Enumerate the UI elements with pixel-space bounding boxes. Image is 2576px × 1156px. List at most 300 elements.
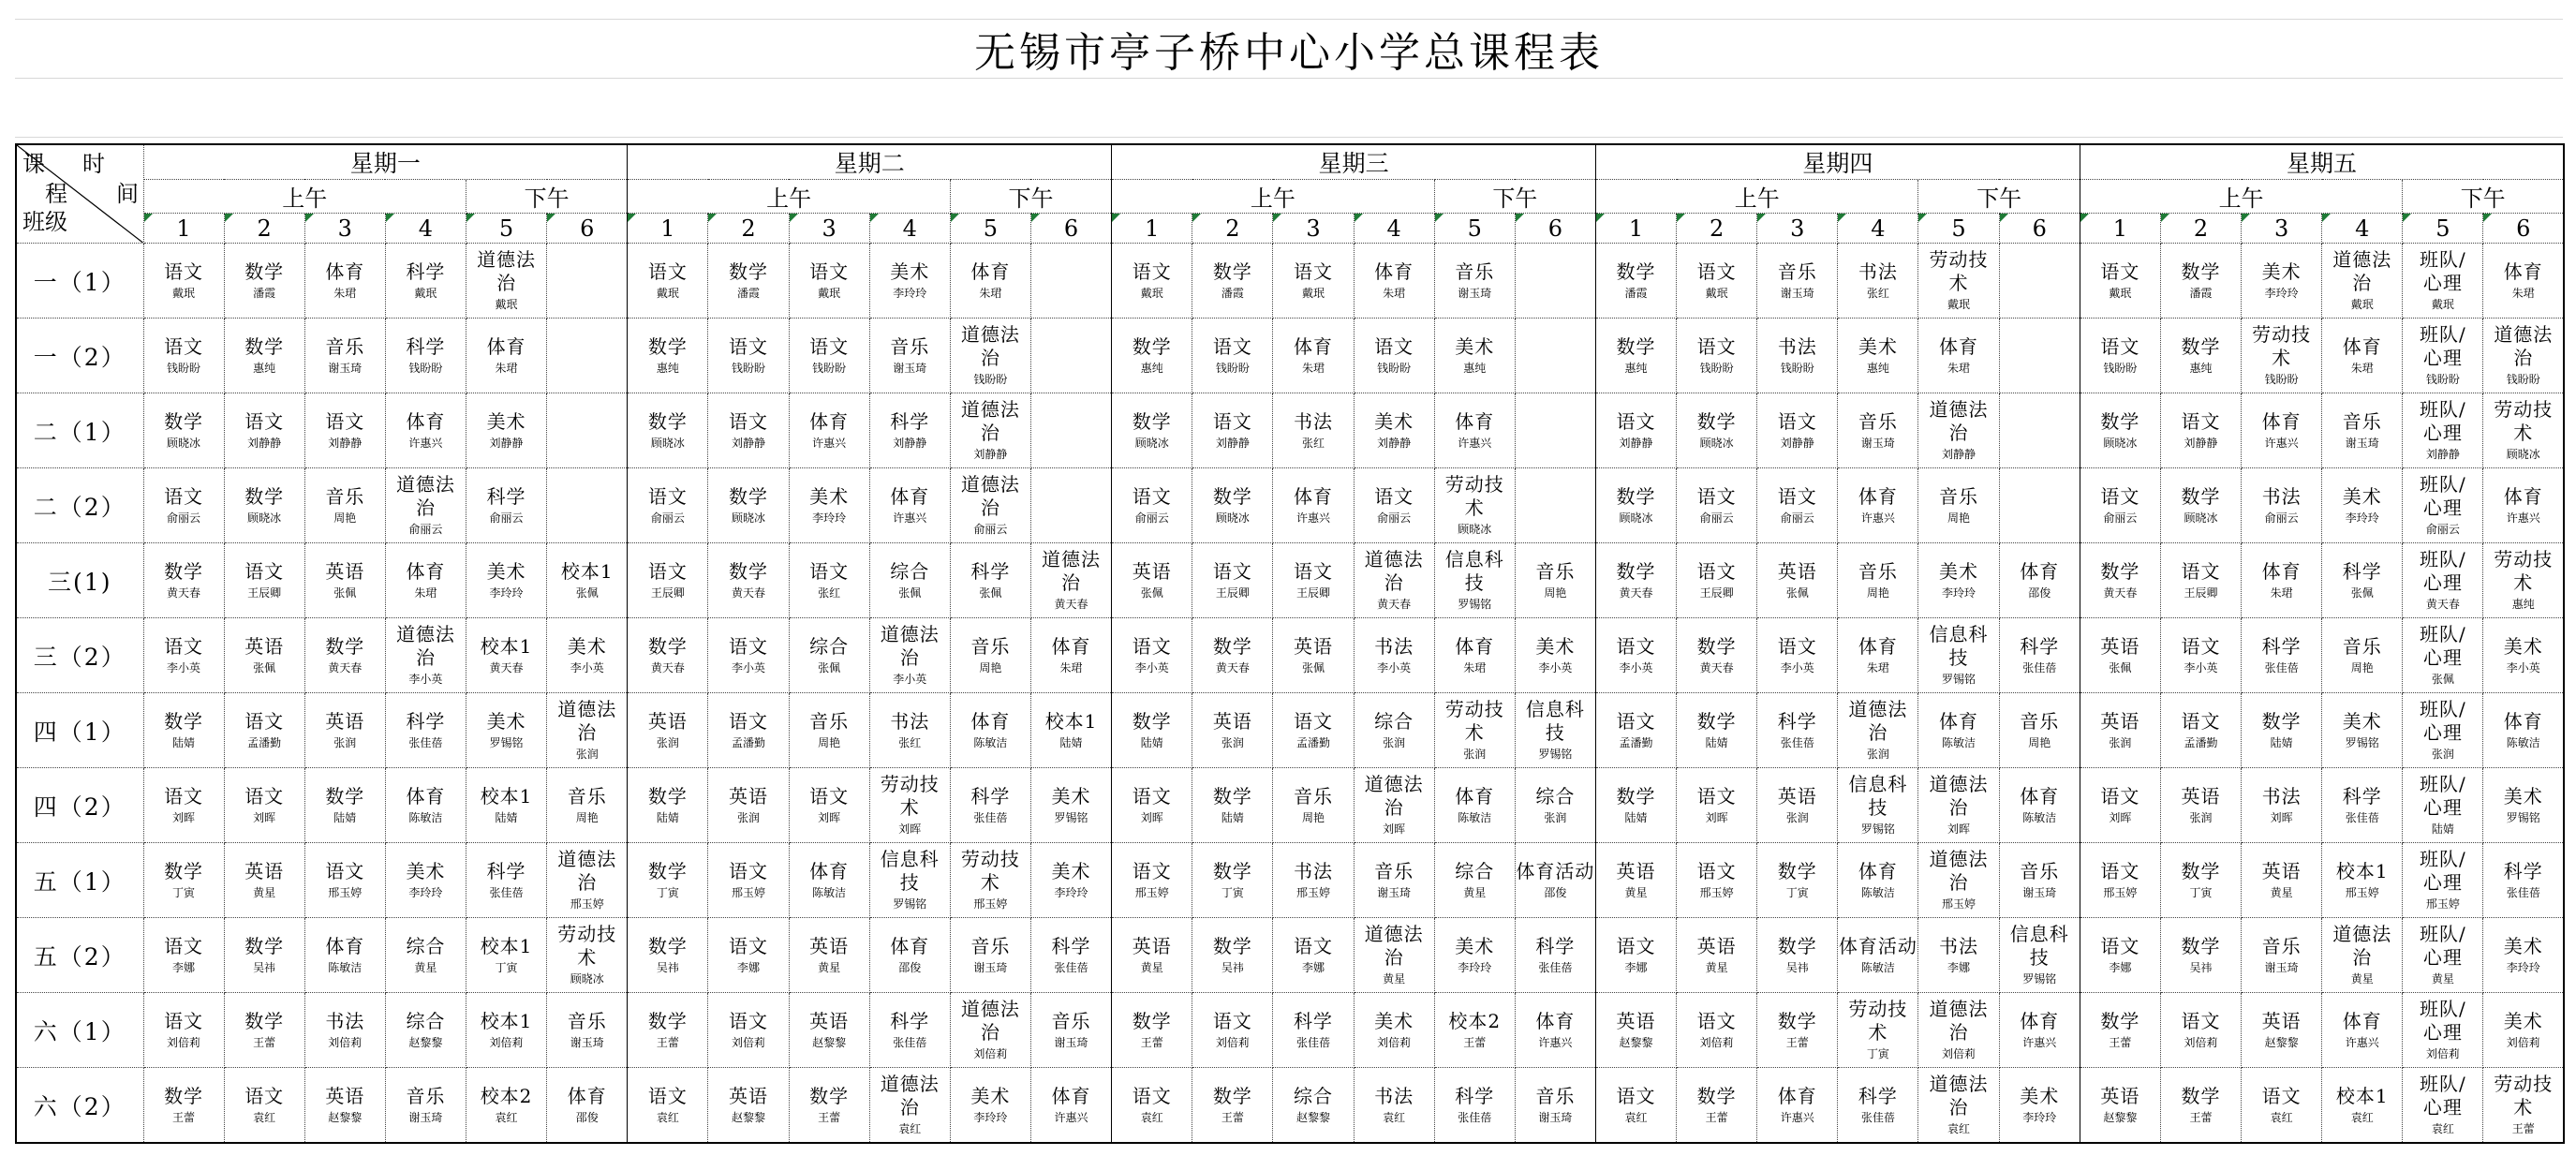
lesson-subject: 科学 [890, 1009, 930, 1032]
lesson-teacher: 周艳 [1301, 810, 1325, 824]
lesson-subject: 英语 [1293, 634, 1333, 658]
lesson-teacher: 孟潘勤 [247, 735, 282, 749]
lesson-subject: 美术 [890, 259, 930, 283]
lesson-subject: 语文 [647, 259, 688, 283]
lesson-teacher: 王辰卿 [247, 585, 282, 600]
lesson-subject: 语文 [729, 859, 769, 882]
lesson-cell [2322, 768, 2403, 843]
lesson-cell [1757, 468, 1838, 543]
lesson-subject: 体育 [2020, 1009, 2060, 1032]
lesson-subject: 语文 [244, 1084, 285, 1107]
class-label: 四（2） [16, 768, 143, 843]
lesson-teacher: 谢玉琦 [1377, 885, 1412, 899]
lesson-subject: 音乐 [325, 334, 365, 358]
period-number: 4 [385, 214, 466, 244]
lesson-teacher: 陆婧 [2431, 823, 2454, 837]
lesson-subject: 语文 [729, 634, 769, 658]
period-number: 4 [1354, 214, 1434, 244]
period-number: 6 [1030, 214, 1111, 244]
lesson-cell [1677, 319, 1757, 393]
lesson-subject: 英语 [2100, 634, 2140, 658]
lesson-teacher: 朱珺 [1383, 286, 1406, 300]
lesson-subject: 体育 [325, 259, 365, 283]
lesson-cell [1677, 993, 1757, 1068]
lesson-teacher: 李小英 [167, 660, 201, 674]
lesson-teacher: 朱珺 [2511, 286, 2535, 300]
lesson-subject: 数学 [1696, 709, 1737, 733]
lesson-subject: 语文 [164, 634, 204, 658]
period-number: 2 [1677, 214, 1757, 244]
lesson-teacher: 钱盼盼 [2506, 373, 2540, 387]
lesson-cell [789, 319, 869, 393]
lesson-teacher: 许惠兴 [408, 436, 443, 450]
lesson-subject: 书法 [1374, 1084, 1414, 1107]
lesson-teacher: 吴祎 [2189, 960, 2213, 974]
lesson-cell [789, 618, 869, 693]
class-row [16, 843, 2564, 918]
lesson-subject: 语文 [1777, 634, 1817, 658]
lesson-subject: 体育 [1939, 709, 1979, 733]
half-day-afternoon: 下午 [1434, 180, 1595, 214]
lesson-cell [869, 768, 950, 843]
lesson-subject: 数学 [809, 1084, 850, 1107]
lesson-subject: 数学 [1132, 409, 1172, 433]
lesson-teacher: 顾晓冰 [1619, 511, 1653, 525]
lesson-subject: 语文 [2100, 859, 2140, 882]
lesson-teacher: 戴珉 [2350, 298, 2374, 312]
lesson-cell [1273, 993, 1354, 1068]
lesson-subject: 英语 [809, 934, 850, 957]
lesson-teacher: 邵俊 [2028, 585, 2051, 600]
lesson-teacher: 赵黎黎 [2264, 1035, 2299, 1049]
lesson-teacher: 顾晓冰 [570, 972, 604, 986]
lesson-subject: 道德法 治 [1364, 548, 1424, 595]
lesson-cell [1757, 918, 1838, 993]
lesson-teacher: 孟潘勤 [2184, 735, 2218, 749]
lesson-cell [1030, 618, 1111, 693]
lesson-teacher: 陈敏洁 [1458, 810, 1492, 824]
lesson-cell [2403, 543, 2483, 618]
lesson-cell [224, 843, 304, 918]
lesson-cell [304, 618, 385, 693]
lesson-teacher: 黄星 [1140, 960, 1163, 974]
lesson-cell [708, 319, 789, 393]
lesson-cell [143, 843, 224, 918]
lesson-subject: 道德法 治 [1042, 548, 1102, 595]
lesson-subject: 语文 [1696, 784, 1737, 808]
lesson-subject: 劳动技 术 [2494, 548, 2554, 595]
lesson-cell [143, 918, 224, 993]
lesson-subject: 道德法 治 [960, 323, 1020, 370]
lesson-teacher: 罗锡铭 [1942, 673, 1976, 687]
lesson-subject: 书法 [1374, 634, 1414, 658]
period-number: 3 [304, 214, 385, 244]
lesson-teacher: 李玲玲 [812, 511, 847, 525]
lesson-subject: 美术 [2342, 484, 2382, 508]
lesson-teacher: 李玲玲 [1942, 585, 1976, 600]
lesson-cell [143, 993, 224, 1068]
lesson-teacher: 黄天春 [328, 660, 363, 674]
lesson-teacher: 俞丽云 [2264, 511, 2299, 525]
lesson-subject: 语文 [809, 259, 850, 283]
lesson-teacher: 朱珺 [1947, 361, 1971, 375]
lesson-cell [869, 918, 950, 993]
lesson-cell [304, 693, 385, 768]
lesson-teacher: 黄天春 [167, 585, 201, 600]
lesson-subject: 数学 [647, 859, 688, 882]
lesson-teacher: 李小英 [1538, 660, 1573, 674]
lesson-teacher: 戴珉 [1140, 286, 1163, 300]
half-day-afternoon: 下午 [466, 180, 628, 214]
lesson-subject: 语文 [1212, 409, 1252, 433]
lesson-cell [1999, 768, 2080, 843]
lesson-teacher: 黄天春 [489, 660, 524, 674]
half-day-morning: 上午 [1112, 180, 1435, 214]
lesson-subject: 数学 [244, 334, 285, 358]
lesson-teacher: 钱盼盼 [2264, 373, 2299, 387]
lesson-cell [224, 918, 304, 993]
lesson-cell [1757, 319, 1838, 393]
lesson-cell [2322, 993, 2403, 1068]
lesson-subject: 科学 [486, 859, 526, 882]
lesson-teacher: 陈敏洁 [1860, 885, 1895, 899]
half-day-header-row [16, 180, 2564, 214]
lesson-subject: 综合 [1455, 859, 1495, 882]
lesson-subject: 劳动技 术 [557, 923, 617, 970]
lesson-cell [2160, 468, 2241, 543]
lesson-cell [1354, 993, 1434, 1068]
lesson-cell [628, 244, 708, 319]
lesson-cell [950, 693, 1030, 768]
lesson-teacher: 罗锡铭 [1538, 748, 1573, 762]
lesson-teacher: 俞丽云 [1377, 511, 1412, 525]
lesson-subject: 英语 [325, 709, 365, 733]
lesson-cell [2080, 468, 2160, 543]
lesson-teacher: 戴珉 [2109, 286, 2132, 300]
lesson-subject: 体育 [890, 934, 930, 957]
lesson-subject: 美术 [1051, 784, 1091, 808]
lesson-subject: 语文 [1212, 1009, 1252, 1032]
lesson-subject: 美术 [486, 559, 526, 583]
lesson-cell [789, 768, 869, 843]
corner-label-mid2: 间 [116, 181, 139, 207]
lesson-cell [304, 319, 385, 393]
lesson-cell [1434, 843, 1515, 918]
lesson-subject: 英语 [2261, 859, 2302, 882]
day-header: 星期四 [1595, 144, 2080, 180]
lesson-teacher: 黄星 [818, 960, 841, 974]
lesson-subject: 数学 [1696, 409, 1737, 433]
lesson-cell [304, 393, 385, 468]
lesson-teacher: 王蕾 [818, 1110, 841, 1124]
lesson-teacher: 惠纯 [1866, 361, 1889, 375]
lesson-teacher: 戴珉 [1947, 298, 1971, 312]
lesson-subject: 语文 [164, 334, 204, 358]
lesson-cell [466, 543, 547, 618]
lesson-subject: 数学 [729, 559, 769, 583]
lesson-cell [628, 768, 708, 843]
lesson-teacher: 谢玉琦 [1780, 286, 1814, 300]
lesson-teacher: 许惠兴 [2345, 1035, 2379, 1049]
lesson-cell [1999, 1068, 2080, 1144]
lesson-subject: 音乐 [2020, 859, 2060, 882]
lesson-cell [385, 393, 466, 468]
lesson-cell [2322, 843, 2403, 918]
lesson-subject: 校本1 [1044, 709, 1098, 733]
lesson-teacher: 李娜 [1947, 960, 1971, 974]
lesson-cell [2483, 843, 2564, 918]
lesson-cell [2322, 1068, 2403, 1144]
title-row [15, 19, 2563, 79]
lesson-cell [547, 244, 628, 319]
lesson-teacher: 王蕾 [1785, 1035, 1809, 1049]
lesson-teacher: 张佩 [333, 585, 357, 600]
lesson-subject: 综合 [809, 634, 850, 658]
lesson-teacher: 王辰卿 [1699, 585, 1734, 600]
lesson-cell [1112, 918, 1192, 993]
half-day-afternoon: 下午 [1918, 180, 2080, 214]
lesson-teacher: 吴祎 [1785, 960, 1809, 974]
lesson-subject: 语文 [1616, 709, 1656, 733]
class-label: 一（1） [16, 244, 143, 319]
lesson-cell [1595, 843, 1676, 918]
lesson-cell [1999, 319, 2080, 393]
lesson-teacher: 朱珺 [1463, 660, 1487, 674]
lesson-subject: 英语 [1777, 559, 1817, 583]
class-label: 六（1） [16, 993, 143, 1068]
lesson-subject: 语文 [1132, 634, 1172, 658]
lesson-cell [869, 543, 950, 618]
lesson-cell [1192, 918, 1273, 993]
lesson-cell [1434, 244, 1515, 319]
lesson-subject: 书法 [1939, 934, 1979, 957]
lesson-subject: 数学 [2181, 1084, 2221, 1107]
lesson-subject: 语文 [1293, 934, 1333, 957]
lesson-teacher: 罗锡铭 [2022, 972, 2057, 986]
lesson-teacher: 黄星 [1705, 960, 1728, 974]
lesson-cell [1030, 393, 1111, 468]
lesson-teacher: 惠纯 [2511, 598, 2535, 612]
lesson-subject: 综合 [1293, 1084, 1333, 1107]
lesson-cell [2242, 843, 2322, 918]
lesson-subject: 劳动技 术 [2494, 398, 2554, 445]
lesson-cell [1677, 468, 1757, 543]
lesson-subject: 数学 [2181, 859, 2221, 882]
lesson-subject: 数学 [244, 1009, 285, 1032]
lesson-subject: 音乐 [1455, 259, 1495, 283]
lesson-subject: 书法 [325, 1009, 365, 1032]
lesson-cell [547, 918, 628, 993]
lesson-teacher: 袁红 [2431, 1122, 2454, 1136]
lesson-subject: 体育活动 [1838, 934, 1917, 957]
lesson-teacher: 张佳蓓 [2022, 660, 2057, 674]
lesson-teacher: 钱盼盼 [2425, 373, 2460, 387]
lesson-cell [2242, 1068, 2322, 1144]
period-number: 6 [1515, 214, 1595, 244]
lesson-cell [1354, 918, 1434, 993]
lesson-teacher: 张佩 [575, 585, 599, 600]
lesson-subject: 音乐 [2342, 634, 2382, 658]
lesson-teacher: 惠纯 [1140, 361, 1163, 375]
lesson-teacher: 俞丽云 [973, 523, 1008, 537]
lesson-cell [2403, 393, 2483, 468]
lesson-subject: 科学 [2261, 634, 2302, 658]
lesson-teacher: 黄星 [1624, 885, 1648, 899]
lesson-teacher: 王蕾 [1221, 1110, 1244, 1124]
lesson-cell [2242, 543, 2322, 618]
lesson-teacher: 邢玉婷 [732, 885, 766, 899]
lesson-teacher: 张佳蓓 [973, 810, 1008, 824]
lesson-cell [1515, 319, 1595, 393]
lesson-cell [224, 468, 304, 543]
lesson-subject: 美术 [486, 709, 526, 733]
lesson-teacher: 孟潘勤 [732, 735, 766, 749]
lesson-teacher: 王蕾 [1463, 1035, 1487, 1049]
lesson-teacher: 周艳 [333, 511, 357, 525]
lesson-cell [1030, 543, 1111, 618]
lesson-cell [789, 843, 869, 918]
lesson-subject: 英语 [1616, 859, 1656, 882]
lesson-subject: 道德法 治 [2332, 923, 2392, 970]
lesson-cell [224, 543, 304, 618]
lesson-teacher: 黄天春 [2103, 585, 2138, 600]
lesson-cell [2242, 468, 2322, 543]
lesson-subject: 综合 [890, 559, 930, 583]
lesson-teacher: 朱珺 [495, 361, 518, 375]
lesson-subject: 音乐 [809, 709, 850, 733]
lesson-teacher: 李娜 [172, 960, 196, 974]
lesson-teacher: 刘倍莉 [2425, 1047, 2460, 1061]
lesson-subject: 劳动技 术 [2494, 1073, 2554, 1119]
lesson-subject: 校本1 [2335, 859, 2389, 882]
lesson-subject: 综合 [406, 934, 446, 957]
lesson-cell [1434, 1068, 1515, 1144]
lesson-subject: 综合 [1535, 784, 1576, 808]
period-number: 3 [2242, 214, 2322, 244]
lesson-cell [1434, 319, 1515, 393]
lesson-subject: 体育活动 [1516, 859, 1595, 882]
lesson-cell [2080, 618, 2160, 693]
lesson-subject: 数学 [164, 859, 204, 882]
lesson-subject: 科学 [1455, 1084, 1495, 1107]
class-row [16, 618, 2564, 693]
lesson-cell [1838, 768, 1918, 843]
lesson-teacher: 张润 [2431, 748, 2454, 762]
lesson-subject: 道德法 治 [2494, 323, 2554, 370]
day-header: 星期一 [143, 144, 628, 180]
lesson-teacher: 谢玉琦 [2022, 885, 2057, 899]
period-number: 3 [789, 214, 869, 244]
lesson-teacher: 李玲玲 [408, 885, 443, 899]
lesson-cell [2160, 768, 2241, 843]
lesson-subject: 语文 [1132, 1084, 1172, 1107]
lesson-cell [2080, 918, 2160, 993]
lesson-teacher: 张红 [818, 585, 841, 600]
lesson-cell [2080, 393, 2160, 468]
lesson-cell [2080, 319, 2160, 393]
lesson-subject: 美术 [2503, 784, 2543, 808]
lesson-subject: 书法 [1293, 859, 1333, 882]
timetable-grid [15, 143, 2565, 1144]
lesson-subject: 体育 [1535, 1009, 1576, 1032]
lesson-subject: 语文 [1616, 634, 1656, 658]
lesson-cell [1354, 319, 1434, 393]
lesson-teacher: 戴珉 [495, 298, 518, 312]
lesson-teacher: 许惠兴 [1295, 511, 1330, 525]
lesson-subject: 音乐 [1939, 484, 1979, 508]
lesson-teacher: 邢玉婷 [1699, 885, 1734, 899]
lesson-cell [1999, 843, 2080, 918]
lesson-cell [1757, 993, 1838, 1068]
lesson-cell [1192, 618, 1273, 693]
lesson-teacher: 谢玉琦 [1860, 436, 1895, 450]
lesson-teacher: 顾晓冰 [732, 511, 766, 525]
lesson-teacher: 黄天春 [1699, 660, 1734, 674]
lesson-subject: 体育 [1051, 1084, 1091, 1107]
lesson-teacher: 朱珺 [1059, 660, 1083, 674]
lesson-teacher: 李玲玲 [2022, 1110, 2057, 1124]
lesson-subject: 语文 [325, 859, 365, 882]
lesson-subject: 语文 [647, 1084, 688, 1107]
lesson-cell [1273, 468, 1354, 543]
lesson-teacher: 李玲玲 [2345, 511, 2379, 525]
lesson-teacher: 袁红 [1624, 1110, 1648, 1124]
lesson-subject: 英语 [325, 559, 365, 583]
lesson-subject: 体育 [2020, 784, 2060, 808]
lesson-subject: 美术 [2261, 259, 2302, 283]
lesson-cell [1999, 468, 2080, 543]
lesson-cell [950, 768, 1030, 843]
lesson-cell [385, 1068, 466, 1144]
lesson-subject: 数学 [244, 934, 285, 957]
lesson-subject: 劳动技 术 [2252, 323, 2312, 370]
lesson-teacher: 张润 [1866, 748, 1889, 762]
lesson-cell [1515, 468, 1595, 543]
lesson-cell [1273, 1068, 1354, 1144]
class-label: 一（2） [16, 319, 143, 393]
lesson-teacher: 黄天春 [1215, 660, 1250, 674]
lesson-teacher: 许惠兴 [1538, 1035, 1573, 1049]
lesson-subject: 数学 [647, 409, 688, 433]
lesson-cell [950, 993, 1030, 1068]
lesson-teacher: 张润 [575, 748, 599, 762]
lesson-cell [2160, 918, 2241, 993]
lesson-cell [385, 468, 466, 543]
lesson-subject: 美术 [2020, 1084, 2060, 1107]
lesson-teacher: 刘静静 [893, 436, 927, 450]
lesson-teacher: 朱珺 [1301, 361, 1325, 375]
lesson-teacher: 丁寅 [1221, 885, 1244, 899]
lesson-teacher: 李玲玲 [2264, 286, 2299, 300]
lesson-teacher: 顾晓冰 [1699, 436, 1734, 450]
lesson-teacher: 李小英 [570, 660, 604, 674]
lesson-subject: 数学 [1616, 259, 1656, 283]
lesson-teacher: 罗锡铭 [489, 735, 524, 749]
lesson-subject: 数学 [1132, 334, 1172, 358]
lesson-teacher: 顾晓冰 [247, 511, 282, 525]
lesson-cell [2483, 768, 2564, 843]
lesson-cell [547, 618, 628, 693]
lesson-subject: 班队/ 心理 [2420, 1073, 2466, 1119]
lesson-subject: 音乐 [1777, 259, 1817, 283]
lesson-subject: 数学 [647, 784, 688, 808]
lesson-cell [304, 993, 385, 1068]
lesson-teacher: 陆婧 [172, 735, 196, 749]
lesson-cell [304, 843, 385, 918]
lesson-subject: 美术 [1455, 934, 1495, 957]
lesson-cell [2322, 468, 2403, 543]
lesson-teacher: 张佳蓓 [1295, 1035, 1330, 1049]
